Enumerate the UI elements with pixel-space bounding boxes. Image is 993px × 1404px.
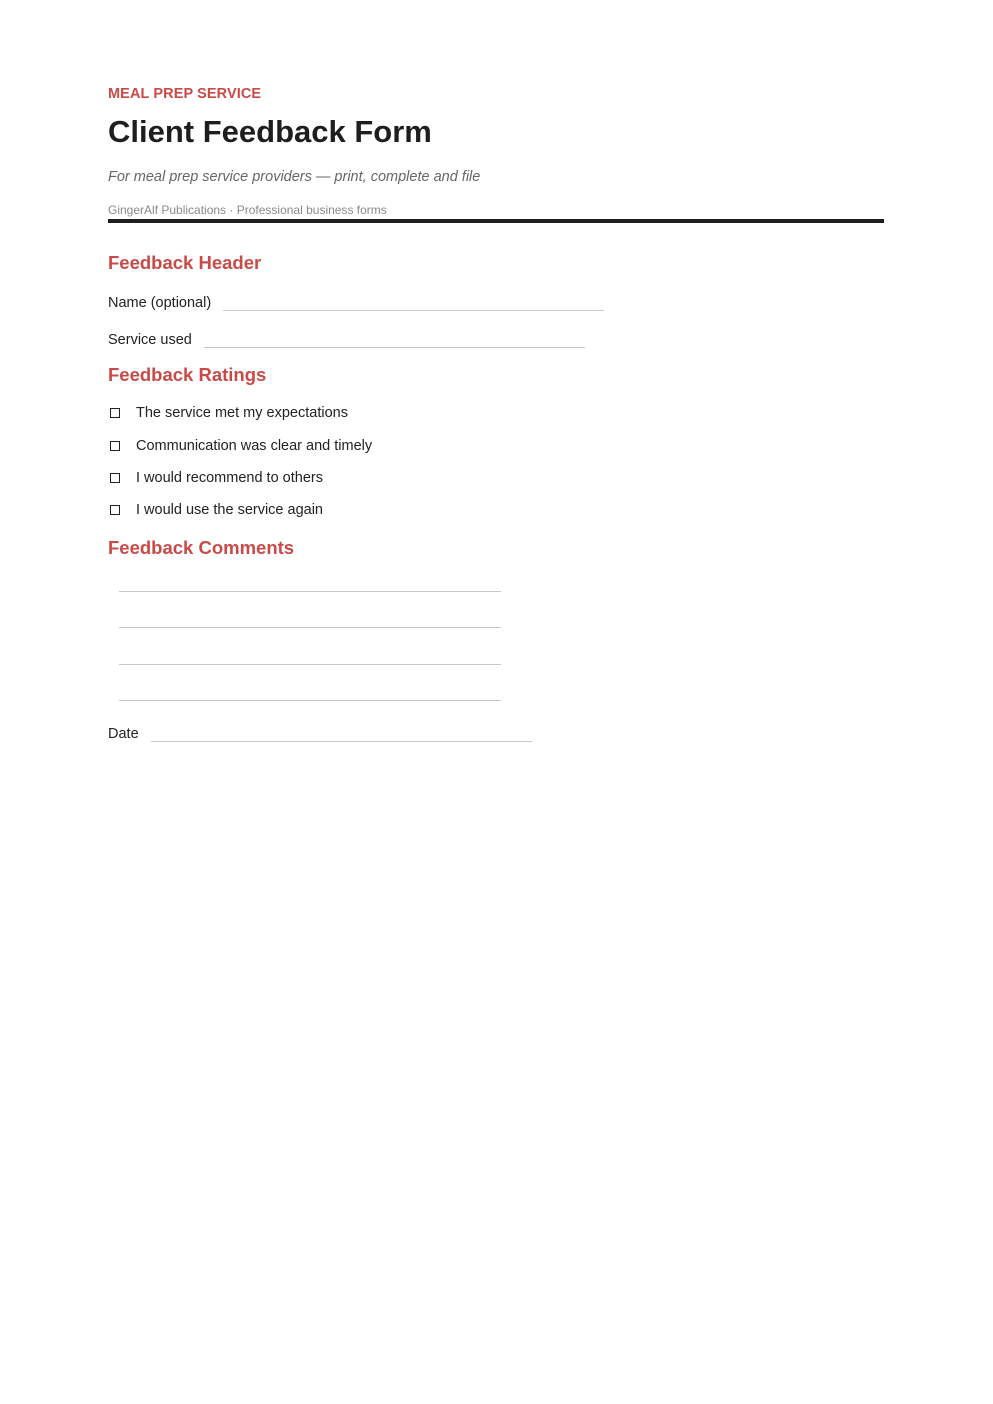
rating-item[interactable] — [110, 500, 323, 520]
comment-line[interactable] — [119, 591, 501, 592]
section-title-feedback-ratings: Feedback Ratings — [108, 364, 267, 385]
checkbox-icon[interactable] — [110, 473, 120, 483]
name-field-label: Name (optional) — [108, 295, 212, 311]
date-field-label: Date — [108, 726, 139, 742]
service-used-input-line[interactable] — [204, 347, 585, 348]
rating-item-label: I would use the service again — [136, 502, 323, 518]
checkbox-icon[interactable] — [110, 505, 120, 515]
section-title-feedback-header: Feedback Header — [108, 252, 262, 273]
rating-item[interactable] — [110, 403, 348, 423]
page-title: Client Feedback Form — [108, 114, 432, 149]
header-divider — [108, 219, 884, 223]
service-used-field[interactable] — [108, 325, 585, 349]
checkbox-icon[interactable] — [110, 441, 120, 451]
name-input-line[interactable] — [223, 310, 604, 311]
checkbox-icon[interactable] — [110, 408, 120, 418]
rating-item-label: The service met my expectations — [136, 405, 348, 421]
publisher-credit: GingerAlf Publications · Professional business forms — [108, 203, 387, 217]
service-used-field-label: Service used — [108, 332, 192, 348]
date-input-line[interactable] — [151, 741, 532, 742]
section-title-feedback-comments: Feedback Comments — [108, 537, 295, 558]
form-category: MEAL PREP SERVICE — [108, 86, 262, 102]
rating-item[interactable] — [110, 468, 323, 488]
rating-item[interactable] — [110, 436, 372, 456]
comment-line[interactable] — [119, 700, 501, 701]
comment-line[interactable] — [119, 664, 501, 665]
rating-item-label: Communication was clear and timely — [136, 438, 373, 454]
date-field[interactable] — [108, 719, 532, 743]
name-field[interactable] — [108, 288, 604, 312]
form-subtitle: For meal prep service providers — print, complete and file — [108, 169, 481, 185]
rating-item-label: I would recommend to others — [136, 470, 323, 486]
comment-line[interactable] — [119, 627, 501, 628]
